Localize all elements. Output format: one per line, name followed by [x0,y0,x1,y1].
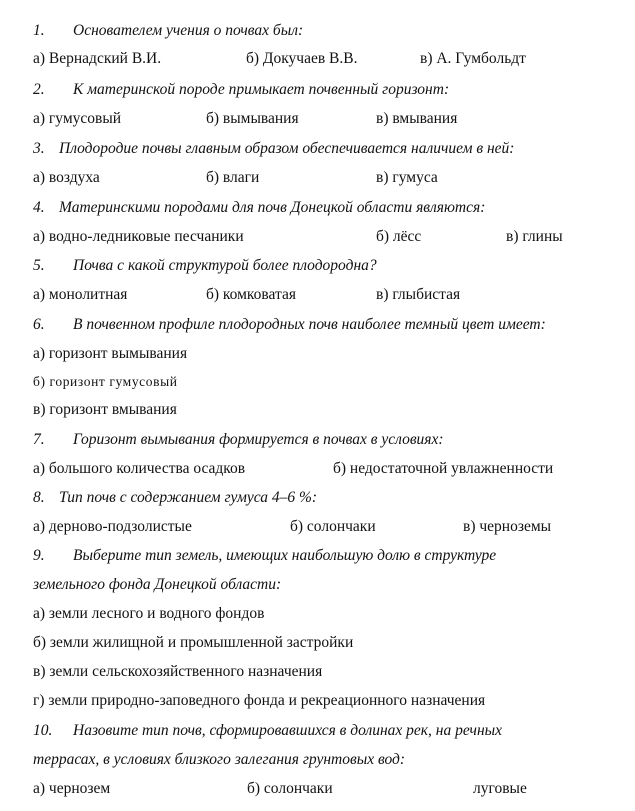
question-text: Плодородие почвы главным образом обеспечивается наличием в ней: [59,140,515,157]
question-5 [33,254,615,278]
option-d[interactable]: г) земли природно-заповедного фонда и рекреационного назначения [33,692,486,709]
question-6 [33,313,615,337]
answer-row-7 [33,457,615,481]
question-text: В почвенном профиле плодородных почв наиболее темный цвет имеет: [73,316,546,333]
option-a[interactable]: а) водно-ледниковые песчаники [33,228,244,245]
question-text: Горизонт вымывания формируется в почвах в условиях: [73,431,444,448]
option-b[interactable]: б) горизонт гумусовый [33,374,178,389]
question-2 [33,78,615,102]
answer-row-8 [33,515,615,539]
question-10-continuation: террасах, в условиях близкого залегания грунтовых вод: [33,751,406,768]
option-a[interactable]: а) чернозем [33,780,111,797]
question-number: 5. [33,257,45,274]
option-b[interactable]: б) солончаки [247,780,333,797]
option-c[interactable]: луговые [473,780,527,797]
option-a[interactable]: а) монолитная [33,286,128,303]
answer-row-5 [33,283,615,307]
option-a[interactable]: а) гумусовый [33,110,122,127]
option-a[interactable]: а) горизонт вымывания [33,345,188,362]
question-number: 8. [33,489,45,506]
question-3 [33,137,615,161]
question-9 [33,544,615,568]
question-9-continuation: земельного фонда Донецкой области: [33,576,282,593]
option-b[interactable]: б) земли жилищной и промышленной застройки [33,634,354,651]
option-c[interactable]: в) глыбистая [376,286,461,303]
question-8 [33,486,615,510]
question-number: 6. [33,316,45,333]
answer-row-3 [33,166,615,190]
question-number: 7. [33,431,45,448]
question-text: Материнскими породами для почв Донецкой области являются: [59,199,486,216]
question-text: Выберите тип земель, имеющих наибольшую долю в структуре [73,547,497,564]
answer-row-10 [33,777,615,801]
option-b[interactable]: б) Докучаев В.В. [246,50,358,67]
option-c[interactable]: в) А. Гумбольдт [420,50,526,67]
option-a[interactable]: а) дерново-подзолистые [33,518,192,535]
question-text: К материнской породе примыкает почвенный горизонт: [73,81,450,98]
question-text: Основателем учения о почвах был: [73,22,304,39]
option-a[interactable]: а) большого количества осадков [33,460,246,477]
answer-row-1 [33,47,615,71]
question-text: Тип почв с содержанием гумуса 4–6 %: [59,489,318,506]
question-number: 1. [33,22,45,39]
option-c[interactable]: в) глины [506,228,563,245]
question-number: 4. [33,199,45,216]
option-b[interactable]: б) лёсс [376,228,422,245]
question-10 [33,719,615,743]
question-4 [33,196,615,220]
question-number: 3. [33,140,45,157]
question-text: Почва с какой структурой более плодородна? [73,257,377,274]
question-text: Назовите тип почв, сформировавшихся в долинах рек, на речных [73,722,503,739]
option-b[interactable]: б) недостаточной увлажненности [333,460,554,477]
option-b[interactable]: б) комковатая [206,286,296,303]
option-c[interactable]: в) вмывания [376,110,458,127]
question-7 [33,428,615,452]
option-b[interactable]: б) влаги [206,169,260,186]
question-number: 9. [33,547,45,564]
option-b[interactable]: б) солончаки [290,518,376,535]
option-b[interactable]: б) вымывания [206,110,299,127]
question-number: 2. [33,81,45,98]
answer-row-2 [33,107,615,131]
option-c[interactable]: в) горизонт вмывания [33,401,177,418]
option-a[interactable]: а) Вернадский В.И. [33,50,162,67]
option-c[interactable]: в) гумуса [376,169,438,186]
question-1 [33,19,615,43]
option-c[interactable]: в) земли сельскохозяйственного назначения [33,663,323,680]
answer-row-4 [33,225,615,249]
option-a[interactable]: а) воздуха [33,169,100,186]
option-c[interactable]: в) черноземы [463,518,552,535]
option-a[interactable]: а) земли лесного и водного фондов [33,605,265,622]
question-number: 10. [33,722,53,739]
